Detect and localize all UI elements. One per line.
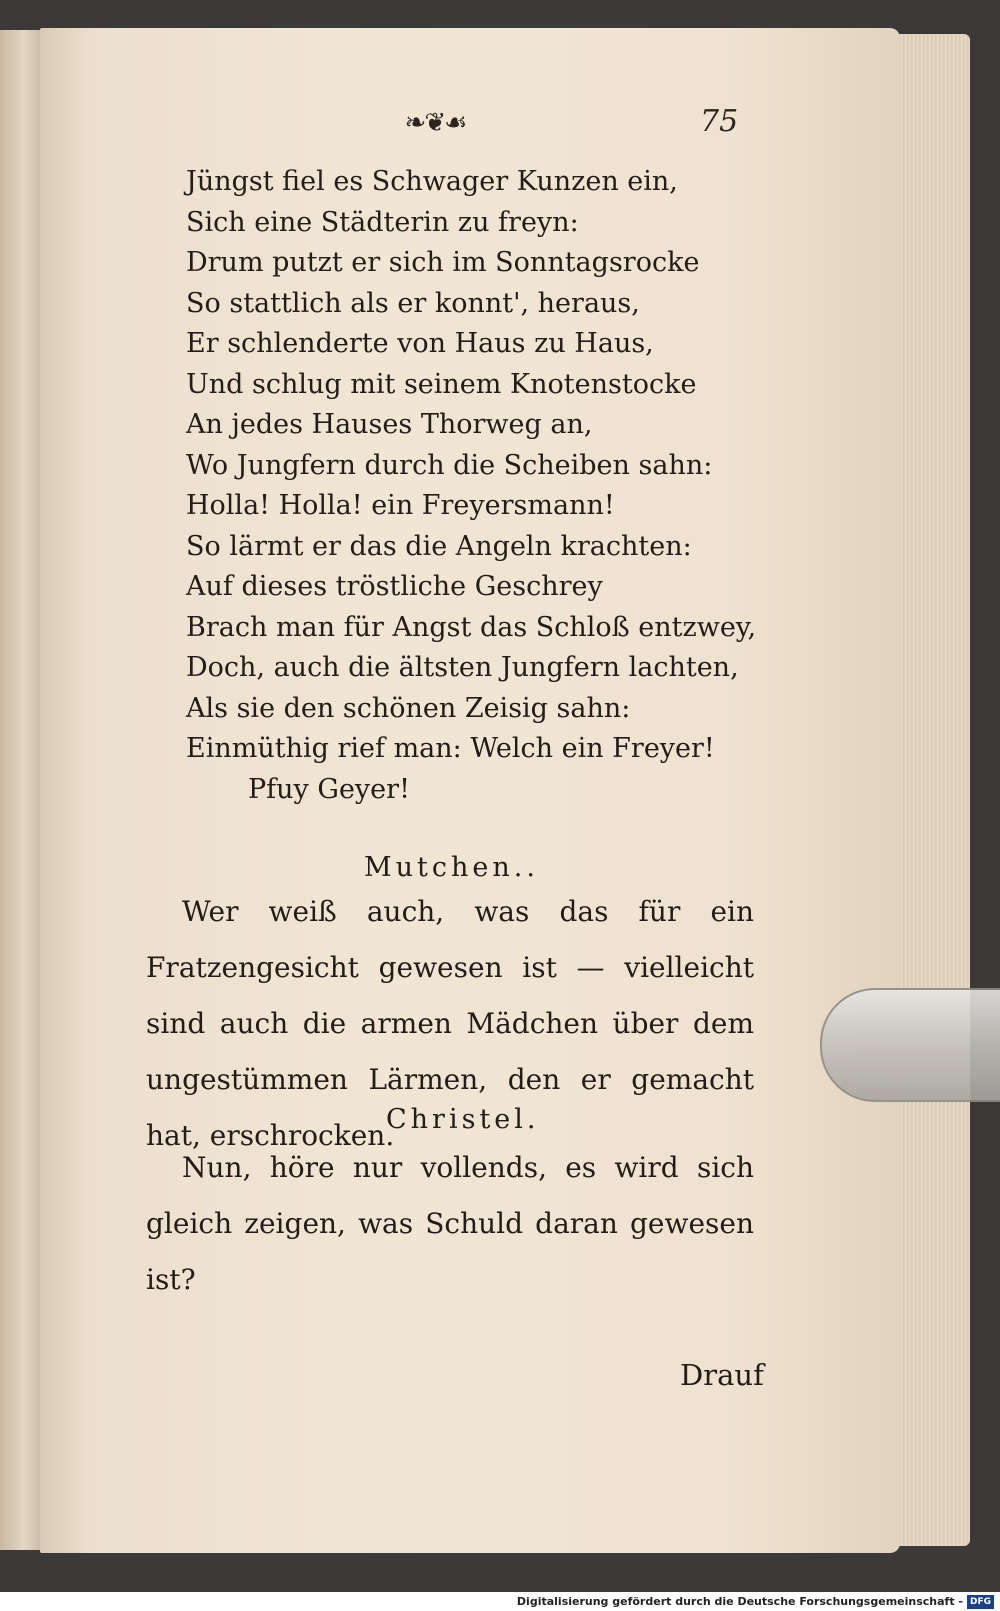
verse-line: Als sie den schönen Zeisig sahn: [186,692,631,724]
dfg-logo: DFG [967,1595,994,1609]
speaker-name: Christel. [386,1104,540,1135]
verse-line: Doch, auch die ältsten Jungfern lachten, [186,652,739,683]
page-number: 75 [700,104,739,139]
verse-line: Wo Jungfern durch die Scheiben sahn: [186,449,713,481]
catchword: Drauf [680,1358,764,1392]
verse-line: Auf dieses tröstliche Geschrey [186,571,603,602]
speech-paragraph [146,1140,754,1308]
verse-block [186,162,786,810]
verse-line: Er schlenderte von Haus zu Haus, [186,328,654,359]
verse-line: Drum putzt er sich im Sonntagsrocke [186,247,700,278]
header-ornament: ❧❦☙ [404,108,466,138]
verse-line: Einmüthig rief man: Welch ein Freyer! [186,733,715,764]
left-page-edge [0,30,40,1550]
verse-line: Brach man für Angst das Schloß entzwey, [186,611,757,643]
verse-line: Jüngst fiel es Schwager Kunzen ein, [186,166,678,197]
verse-line: So stattlich als er konnt', heraus, [186,287,640,319]
verse-line: Und schlug mit seinem Knotenstocke [186,368,697,400]
verse-line: So lärmt er das die Angeln krachten: [186,530,692,562]
speaker-name: Mutchen.. [364,852,539,883]
digitization-footer [0,1592,1000,1611]
verse-line: Pfuy Geyer! [248,773,410,805]
page-stack-edge [898,34,970,1546]
footer-text: Digitalisierung gefördert durch die Deutsche Forschungsgemeinschaft - [516,1595,963,1608]
page-turn-handle[interactable] [820,988,1000,1102]
verse-line: Holla! Holla! ein Freyersmann! [186,490,615,521]
verse-line: Sich eine Städterin zu freyn: [186,206,579,238]
speech-text: Wer weiß auch, was das für ein Fratzengesicht gewesen ist — vielleicht sind auch die armen Mädchen über dem ungestümmen Lärmen, den er gemacht hat, erschrocken. [146,895,754,1152]
speech-text: Nun, höre nur vollends, es wird sich gleich zeigen, was Schuld daran gewesen ist? [146,1151,754,1296]
verse-line: An jedes Hauses Thorweg an, [186,409,593,440]
